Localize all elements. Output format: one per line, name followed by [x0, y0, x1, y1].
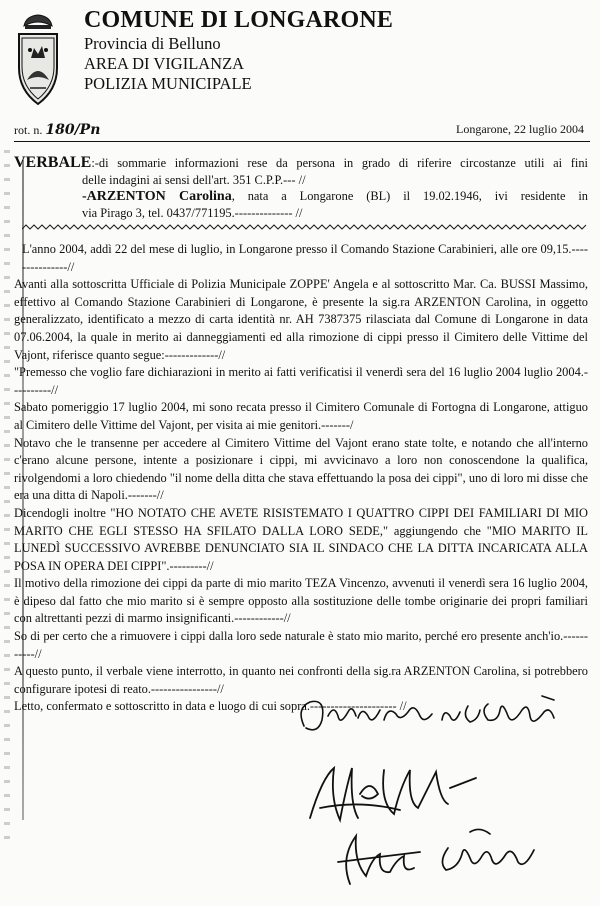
person-address: via Pirago 3, tel. 0437/771195.-------------- // [82, 206, 303, 220]
person-details: , nata a Longarone (BL) il 19.02.1946, ivi residente in [231, 189, 588, 203]
paragraph-motive: Il motivo della rimozione dei cippi da parte di mio marito TEZA Vincenzo, avvenuti il venerdì sera 16 luglio 2004, è dipeso dal fatto che mio marito si è sempre opposto alla sostituzione delle tombe originarie dei propri familiari con altrettanti pezzi di marmo insignificanti.------------// [14, 576, 588, 626]
declarant-signature-icon [292, 686, 582, 748]
letterhead [84, 6, 584, 94]
paragraph-cemetery-visit: Sabato pomeriggio 17 luglio 2004, mi sono recata presso il Cimitero Comunale di Fortogna di Longarone, attiguo al Cimitero delle Vittime del Vajont, per visita ai mie genitori.-------/ [14, 400, 588, 432]
verbale-heading-line [14, 154, 588, 173]
scan-edge-artifact [4, 150, 10, 850]
area-line: AREA DI VIGILANZA [84, 54, 245, 73]
paragraph-presence: Avanti alla sottoscritta Ufficiale di Polizia Municipale ZOPPE' Angela e al sottoscritto Mar. Ca. BUSSI Massimo, effettivo al Comando Stazione Carabinieri di Longarone, è presente la sig.ra ARZENTON Carolina, in oggetto generalizzato, identificato a mezzo di carta identità nr. AH 7387375 rilasciata dal Comune di Longarone in data 07.06.2004, la quale in merito ai danneggiamenti ed alla rimozione di cippi presso il Cimitero delle Vittime del Vajont, riferisce quanto segue:-------------// [14, 277, 588, 362]
paragraph-interruption: A questo punto, il verbale viene interrotto, in quanto nei confronti della sig.ra ARZENTON Carolina, si potrebbero configurare ipotesi di reato.----------------// [14, 664, 588, 696]
header-divider [14, 141, 590, 142]
marshal-signature-icon [330, 818, 570, 892]
zigzag-divider [22, 223, 588, 231]
paragraph-barriers: Notavo che le transenne per accedere al Cimitero Vittime del Vajont erano state tolte, e notando che all'interno c'erano alcune persone, intente a posizionare i cippi, mi avvicinavo a loro non conoscendone la qualifica, rivolgendomi a loro chiedendo "il nome della ditta che stava effettuando la posa dei cippi", uno di loro mi disse che era una ditta di Napoli.-------// [14, 435, 588, 503]
protocol-label: rot. n. [14, 123, 43, 137]
protocol-number [14, 122, 100, 138]
paragraph-certainty: So di per certo che a rimuovere i cippi dalla loro sede naturale è stato mio marito, perché ero presente anch'io.-----------// [14, 629, 588, 661]
protocol-row [14, 122, 590, 140]
municipality-title: COMUNE DI LONGARONE [84, 7, 394, 33]
place-date: Longarone, 22 luglio 2004 [456, 122, 584, 136]
paragraph-opening: L'anno 2004, addì 22 del mese di luglio, in Longarone presso il Comando Stazione Carabinieri, alle ore 09,15.---------------// [22, 242, 588, 274]
paragraph-closing: Letto, confermato e sottoscritto in data e luogo di cui sopra.--------------------- // [14, 699, 407, 714]
protocol-handwritten-number: 180/Pn [45, 122, 101, 138]
department-line: POLIZIA MUNICIPALE [84, 74, 252, 93]
person-line [82, 188, 588, 206]
person-name: -ARZENTON Carolina [82, 189, 232, 204]
province-line: Provincia di Belluno [84, 34, 221, 53]
body-text [14, 241, 588, 716]
paragraph-quote: Dicendogli inoltre "HO NOTATO CHE AVETE RISISTEMATO I QUATTRO CIPPI DEI FAMILIARI DI MIO MARITO CHE EGLI STESSO HA SFILATO DALLA LORO SEDE," aggiungendo che "MIO MARITO IL LUNEDÌ SUCCESSIVO AVREBBE DENUNCIATO SIA IL SINDACO CHE LA DITTA INCARICATA ALLA POSA IN OPERA DEI CIPPI".---------// [14, 505, 588, 573]
paragraph-premise: "Premesso che voglio fare dichiarazioni in merito ai fatti verificatisi il venerdì sera del 16 luglio 2004 luglio 2004.----------// [14, 365, 588, 397]
verbale-line2: delle indagini ai sensi dell'art. 351 C.P.P.--- // [82, 173, 306, 187]
verbale-line1: :-di sommarie informazioni rese da persona in grado di riferire circostanze utili ai fini [91, 156, 588, 170]
verbale-lead-word: VERBALE [14, 154, 92, 171]
coat-of-arms-icon [14, 10, 62, 110]
